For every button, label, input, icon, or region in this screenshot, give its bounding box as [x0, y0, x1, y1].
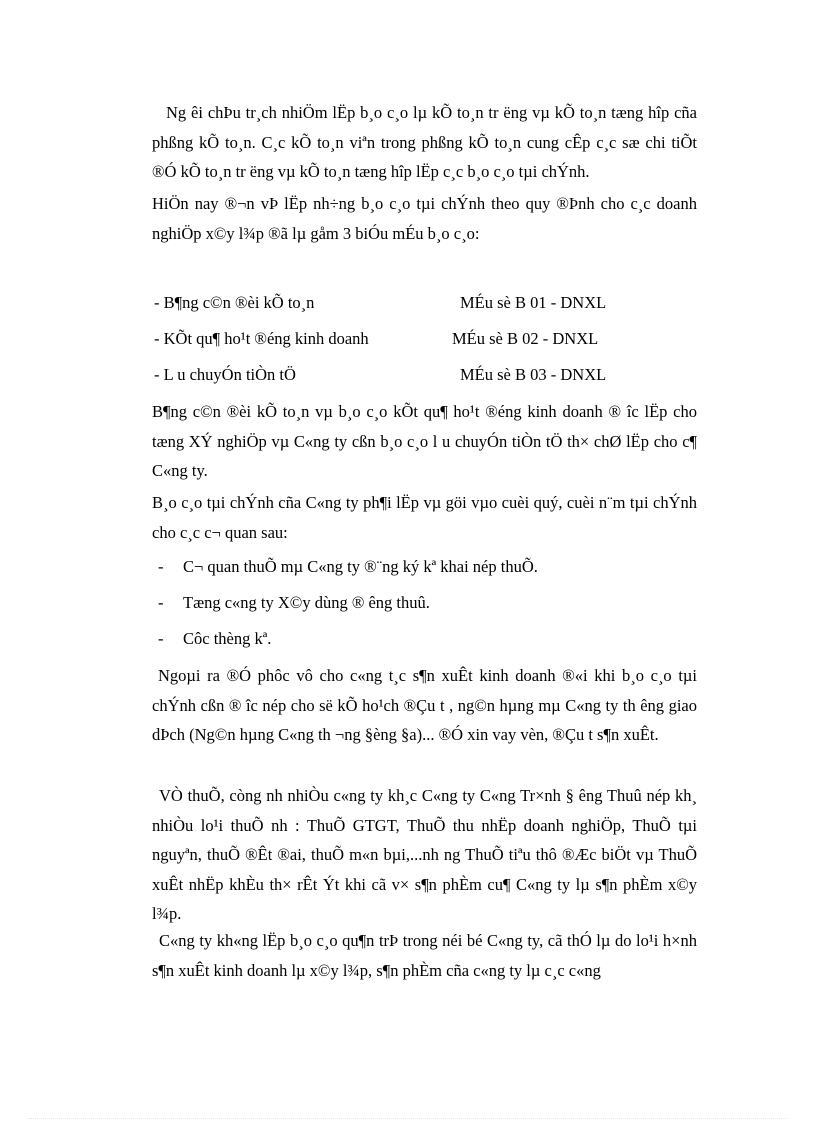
form-name: - L u chuyÓn tiÒn tÖ — [154, 365, 296, 384]
paragraph-other-uses: Ngoµi ra ®Ó phôc vô cho c«ng t¸c s¶n xuÊt kinh doanh ®«i khi b¸o c¸o tµi chÝnh cßn ® îc nép cho së kÕ ho¹ch ®Çu t , ng©n hµng mµ C«ng ty th êng giao dÞch (Ng©n hµng C«ng th ¬ng §èng §a)... ®Ó xin vay vèn, ®Çu t s¶n xuÊt. — [152, 666, 697, 744]
form-code: MÉu sè B 01 - DNXL — [460, 293, 607, 312]
recipient-item: Tæng c«ng ty X©y dùng ® êng thuû. — [183, 593, 430, 612]
list-dash: - — [158, 557, 164, 576]
form-name: - B¶ng c©n ®èi kÕ to¸n — [154, 293, 315, 312]
footer-divider — [28, 1118, 788, 1119]
list-dash: - — [158, 629, 164, 648]
paragraph-internal-reports: C«ng ty kh«ng lËp b¸o c¸o qu¶n trÞ trong néi bé C«ng ty, cã thÓ lµ do lo¹i h×nh s¶n xuÊt kinh doanh lµ x©y l¾p, s¶n phÈm cña c«ng ty lµ c¸c c«ng — [152, 931, 697, 980]
paragraph-recipients-intro: B¸o c¸o tµi chÝnh cña C«ng ty ph¶i lËp vµ göi vµo cuèi quý, cuèi n¨m tµi chÝnh cho c¸c c¬ quan sau: — [152, 493, 697, 542]
recipient-item: Côc thèng kª. — [183, 629, 272, 648]
list-dash: - — [158, 593, 164, 612]
paragraph-report-scope: B¶ng c©n ®èi kÕ to¸n vµ b¸o c¸o kÕt qu¶ ho¹t ®éng kinh doanh ® îc lËp cho tæng XÝ nghiÖp vµ C«ng ty cßn b¸o c¸o l u chuyÓn tiÒn tÖ th× chØ lËp cho c¶ C«ng ty. — [152, 402, 697, 480]
form-code: MÉu sè B 02 - DNXL — [452, 329, 599, 348]
paragraph-responsibility: Ng êi chÞu tr¸ch nhiÖm lËp b¸o c¸o lµ kÕ to¸n tr ëng vµ kÕ to¸n tæng hîp cña phßng kÕ to¸n. C¸c kÕ to¸n viªn trong phßng kÕ to¸n cung cÊp c¸c sæ chi tiÕt ®Ó kÕ to¸n tr ëng vµ kÕ to¸n tæng hîp lËp c¸c b¸o c¸o tµi chÝnh. — [152, 103, 697, 181]
recipient-item: C¬ quan thuÕ mµ C«ng ty ®¨ng ký kª khai nép thuÕ. — [183, 557, 538, 576]
paragraph-taxes: VÒ thuÕ, còng nh nhiÒu c«ng ty kh¸c C«ng ty C«ng Tr×nh § êng Thuû nép kh¸ nhiÒu lo¹i thuÕ nh : ThuÕ GTGT, ThuÕ thu nhËp doanh nghiÖp, ThuÕ tµi nguyªn, thuÕ ®Êt ®ai, thuÕ m«n bµi,...nh ng ThuÕ tiªu thô ®Æc biÖt vµ ThuÕ xuÊt nhËp khÈu th× rÊt Ýt khi cã v× s¶n phÈm cu¶ C«ng ty lµ s¶n phÈm x©y l¾p. — [152, 786, 697, 923]
form-code: MÉu sè B 03 - DNXL — [460, 365, 607, 384]
form-name: - KÕt qu¶ ho¹t ®éng kinh doanh — [154, 329, 369, 348]
paragraph-report-types: HiÖn nay ®¬n vÞ lËp nh÷ng b¸o c¸o tµi chÝnh theo quy ®Þnh cho c¸c doanh nghiÖp x©y l¾p ®ã lµ gåm 3 biÓu mÉu b¸o c¸o: — [152, 194, 697, 243]
